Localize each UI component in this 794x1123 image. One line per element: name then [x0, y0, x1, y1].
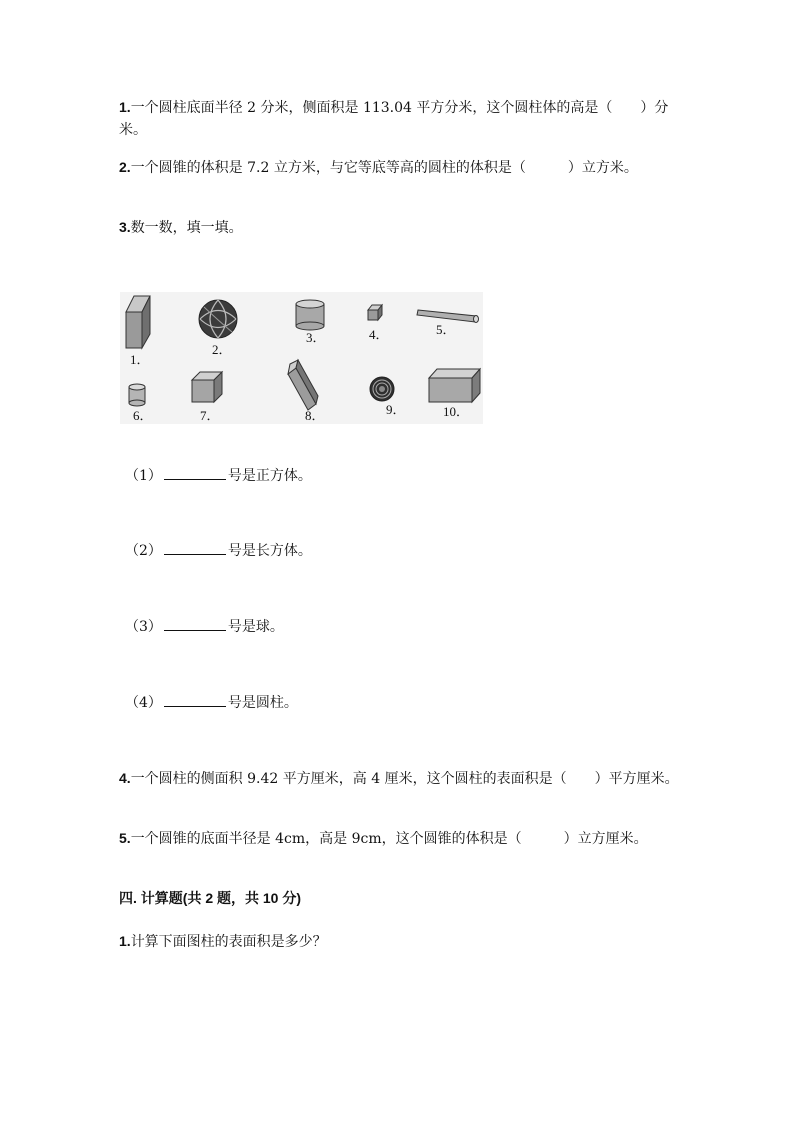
shape-2-ball — [199, 300, 237, 338]
shape-label: 4． — [369, 327, 389, 342]
subquestion-suffix: 号是长方体。 — [227, 543, 312, 559]
calc-question-1 — [119, 930, 679, 953]
subquestion-prefix: （2） — [125, 543, 162, 559]
subquestion-suffix: 号是球。 — [227, 619, 284, 635]
subquestion-prefix: （1） — [125, 468, 162, 484]
shape-label: 8． — [305, 408, 325, 423]
answer-blank[interactable] — [164, 540, 226, 555]
shape-label: 3． — [306, 330, 326, 345]
question-text: 数一数，填一填。 — [130, 220, 243, 236]
question-number: 1. — [119, 933, 131, 949]
shape-7-cube — [192, 372, 222, 402]
shapes-svg — [120, 292, 483, 424]
shape-3-cylinder — [296, 300, 324, 330]
subquestion-1 — [125, 465, 312, 487]
subquestion-4 — [125, 692, 298, 714]
shape-label: 10． — [443, 404, 470, 419]
question-text: 一个圆柱的侧面积 9.42 平方厘米，高 4 厘米，这个圆柱的表面积是（ ）平方厘米。 — [130, 771, 679, 787]
subquestion-2 — [125, 540, 312, 562]
shape-5-rod — [417, 310, 479, 323]
question-text: 一个圆柱底面半径 2 分米，侧面积是 113.04 平方分米，这个圆柱体的高是（ ）分米。 — [119, 100, 669, 138]
shapes-figure — [120, 292, 483, 424]
shape-1-tall-cuboid — [126, 296, 150, 348]
subquestion-suffix: 号是正方体。 — [227, 468, 312, 484]
shape-label: 2． — [212, 342, 232, 357]
question-number: 5. — [119, 830, 131, 846]
question-5 — [119, 827, 679, 850]
question-2 — [119, 156, 679, 179]
question-number: 3. — [119, 219, 131, 235]
question-text: 一个圆锥的底面半径是 4cm，高是 9cm，这个圆锥的体积是（ ）立方厘米。 — [130, 831, 648, 847]
subquestion-prefix: （3） — [125, 619, 162, 635]
question-1 — [119, 96, 679, 141]
shape-label: 9． — [386, 402, 406, 417]
shape-9-sphere — [370, 377, 394, 401]
section-title: 四. 计算题(共 2 题，共 10 分) — [119, 890, 302, 906]
shape-label: 1． — [130, 352, 150, 367]
answer-blank[interactable] — [164, 616, 226, 631]
shape-4-small-cube — [368, 305, 382, 320]
question-3 — [119, 216, 679, 239]
shape-label: 6． — [133, 408, 153, 423]
shape-8-tilted-cuboid — [288, 360, 318, 410]
question-number: 1. — [119, 99, 131, 115]
answer-blank[interactable] — [164, 465, 226, 480]
subquestion-prefix: （4） — [125, 695, 162, 711]
shape-label: 7． — [200, 408, 220, 423]
question-4 — [119, 767, 679, 790]
shape-label: 5． — [436, 322, 456, 337]
subquestion-suffix: 号是圆柱。 — [227, 695, 298, 711]
question-number: 2. — [119, 159, 131, 175]
shape-10-wide-cuboid — [429, 369, 480, 402]
question-text: 一个圆锥的体积是 7.2 立方米，与它等底等高的圆柱的体积是（ ）立方米。 — [130, 160, 638, 176]
question-number: 4. — [119, 770, 131, 786]
shape-6-small-cylinder — [129, 384, 145, 406]
subquestion-3 — [125, 616, 284, 638]
question-text: 计算下面图柱的表面积是多少？ — [130, 934, 327, 950]
answer-blank[interactable] — [164, 692, 226, 707]
